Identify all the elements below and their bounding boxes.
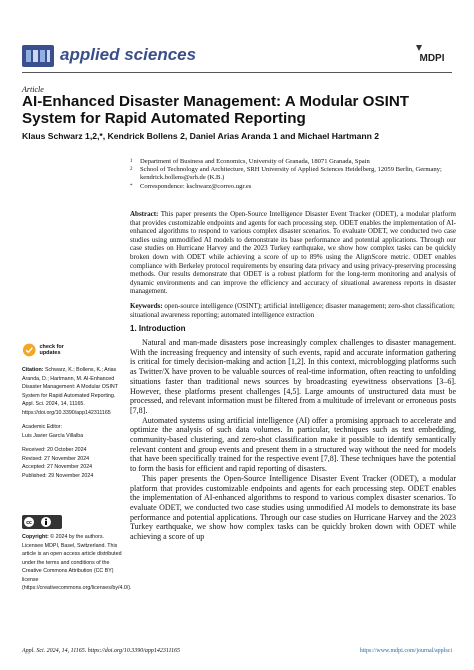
body-text: [130, 338, 456, 542]
paragraph: Automated systems using artificial intelligence (AI) offer a promising approach to accelerate and optimize the analysis of such data volumes. In particular, techniques such as text embedding, community-based clustering, and zero-shot classification make it possible to identify semantically relevant content and group events and present them in a structured way without the need for models that have been specifically trained for the respective event [7,8]. These techniques have the potential to form the basis for efficient and rapid reporting of disasters.: [130, 415, 456, 474]
dates: Received: 20 October 2024 Revised: 27 November 2024 Accepted: 27 November 2024 Published: 29 November 2024: [22, 447, 94, 479]
svg-text:MDPI: MDPI: [419, 53, 445, 64]
article-type: Article: [22, 85, 44, 94]
affiliation-1: 1 Department of Business and Economics, University of Granada, 18071 Granada, Spain: [130, 158, 370, 165]
paragraph: This paper presents the Open-Source Intelligence Disaster Event Tracker (ODET), a modular platform that provides customizable endpoints and agents for each processing step. ODET enables the implementation of AI-enhanced algorithms to respond to various complex disaster scenarios. To evaluate ODET, we conducted two case studies using unmodified AI models to demonstrate its base performance and potential applications. Through our case studies on Hurricane Harvey and the 2023 Turkey earthquake, we show how complex tasks can be quickly broken down with ODET while achieving a score of up: [130, 473, 456, 542]
paper-title: AI-Enhanced Disaster Management: A Modular OSINT System for Rapid Automated Reporting: [22, 93, 410, 127]
journal-url-link[interactable]: https://www.mdpi.com/journal/applsci: [359, 648, 452, 654]
citation-block: Citation: Schwarz, K.; Bollens, K.; Arias Aranda, D.; Hartmann, M. AI-Enhanced Disaster Management: A Modular OSINT System for Rapid Automated Reporting. Appl. Sci. 2024, 14, 11165. https://doi.org/10.3390/app142311165: [22, 367, 118, 416]
header-divider: [22, 72, 452, 73]
sidebar: [22, 366, 122, 494]
abstract-label: Abstract:: [130, 210, 159, 218]
keywords-text: open-source intelligence (OSINT); artificial intelligence; disaster management; zero-shot classification; situational awareness reporting; automated intelligence extraction: [130, 302, 455, 319]
academic-editor: Academic Editor: Luis Javier García Villalba: [22, 424, 84, 439]
paragraph: Natural and man-made disasters pose increasingly complex challenges to disaster management. With the increasing frequency and intensity of such events, rapid and accurate information gathering is critical for timely decision-making and action [1,2]. In this context, microblogging platforms such as Twitter/X have proven to be valuable sources of real-time information, often reacting to unfolding situations faster than traditional news sources by broadcasting eyewitness observations [3–6]. However, these platforms present challenges [4,5]. Large amounts of unstructured data must be processed, and relevant information must be filtered from a multitude of irrelevant or erroneous posts [7,8].: [130, 338, 456, 415]
check-for-updates-badge[interactable]: [22, 340, 82, 360]
update-check-icon: [22, 342, 36, 358]
abstract: [130, 210, 456, 296]
abstract-text: This paper presents the Open-Source Intelligence Disaster Event Tracker (ODET), a modular platform that provides customizable endpoints and agents for each processing step. ODET enables the implementation of AI-enhanced algorithms to respond to various complex disaster scenarios. To evaluate ODET, we conducted two case studies using unmodified AI models to demonstrate its base performance and potential applications. Through our case studies on Hurricane Harvey and the 2023 Turkey earthquake, we show how complex tasks can be quickly broken down with ODET while achieving a score of up to 89% using the AlignScore metric. ODET enables compliance with Berkeley protocol requirements by ensuring data privacy and using privacy-preserving processing methods. Our results demonstrate that ODET is a robust platform for the long-term monitoring and analysis of dynamic environments and can improve the efficiency and accuracy of situational awareness reports in disaster management.: [130, 210, 457, 296]
journal-logo-icon: [22, 45, 54, 67]
svg-text:cc: cc: [26, 520, 32, 527]
footer-citation: Appl. Sci. 2024, 14, 11165. https://doi.org/10.3390/app142311165: [22, 648, 180, 654]
cc-by-license-icon[interactable]: [22, 515, 62, 529]
affiliations: [130, 158, 460, 191]
page-footer: [22, 648, 452, 654]
keywords-label: Keywords:: [130, 302, 163, 310]
section-heading: 1. Introduction: [130, 324, 186, 333]
correspondence: * Correspondence: kschwarz@correo.ugr.es: [130, 182, 252, 190]
affiliation-2: 2 School of Technology and Architecture, SRH University of Applied Sciences Heidelberg, 12059 Berlin, Germany; kendrick.bollens@srh.de (K.B.): [130, 166, 442, 182]
copyright-block: Copyright: © 2024 by the authors. Licensee MDPI, Basel, Switzerland. This article is an open access article distributed under the terms and conditions of the Creative Commons Attribution (CC BY) license (https://creativecommons.org/licenses/by/4.0/).: [22, 534, 132, 591]
keywords: [130, 302, 456, 319]
mdpi-logo-icon: [412, 43, 452, 65]
check-updates-label: check for updates: [39, 344, 64, 356]
author-list: Klaus Schwarz 1,2,*, Kendrick Bollens 2, Daniel Arias Aranda 1 and Michael Hartmann 2: [22, 131, 380, 141]
journal-name: applied sciences: [60, 45, 197, 64]
